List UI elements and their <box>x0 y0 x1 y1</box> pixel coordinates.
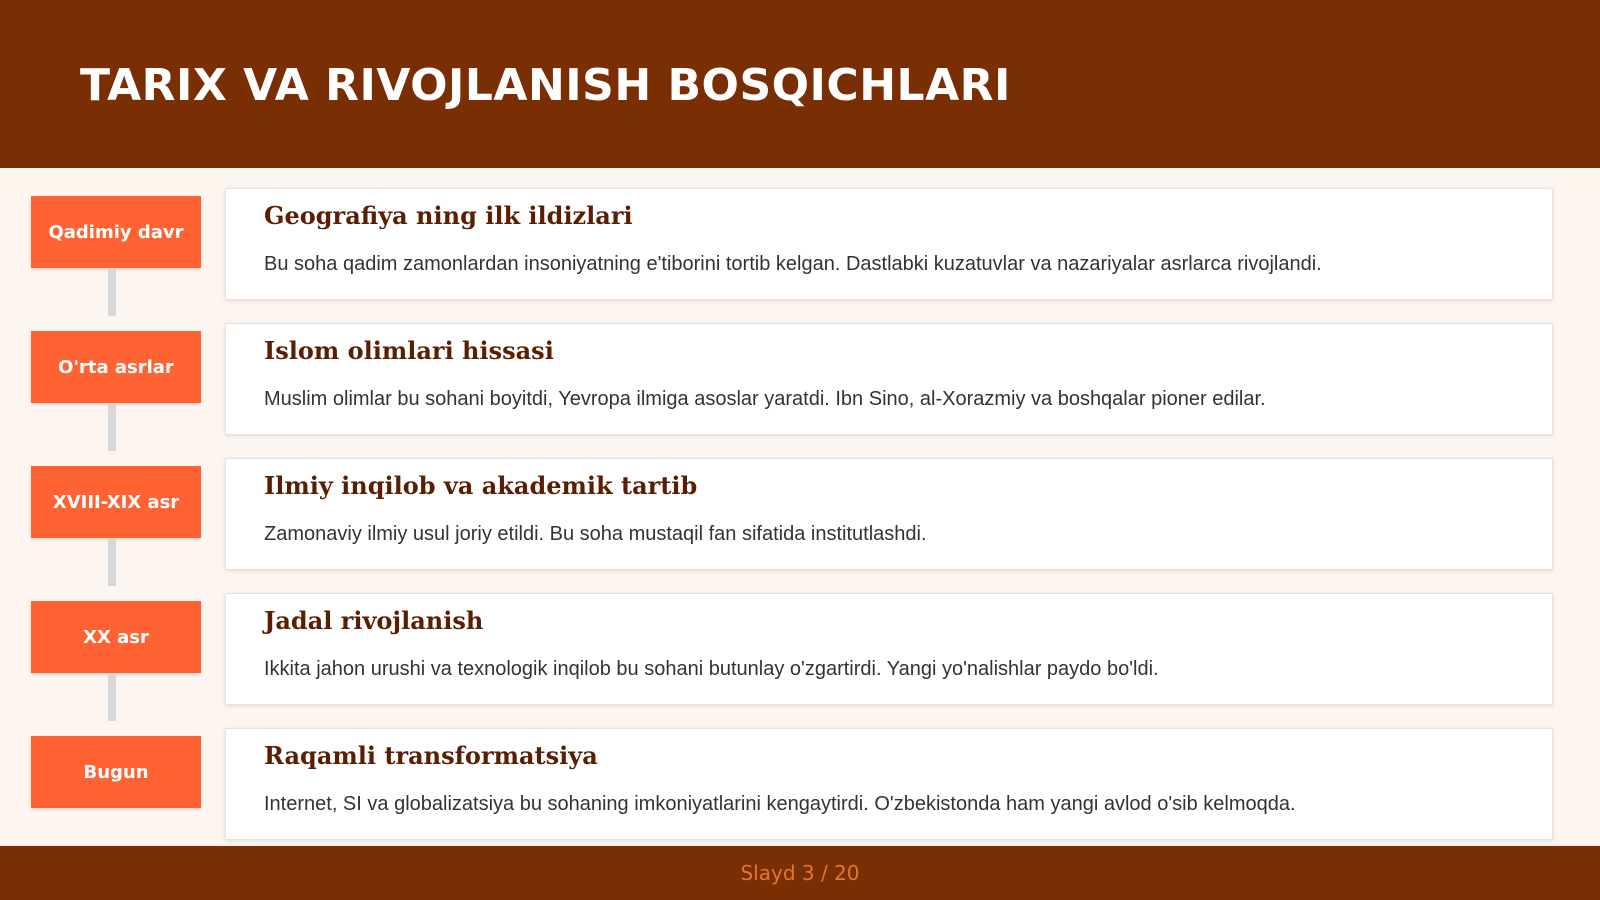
timeline-row <box>0 168 1600 283</box>
card-text: Muslim olimlar bu sohani boyitdi, Yevropa ilmiga asoslar yaratdi. Ibn Sino, al-Xorazmiy va boshqalar pioner edilar. <box>264 388 1266 410</box>
card-text: Zamonaviy ilmiy usul joriy etildi. Bu soha mustaqil fan sifatida institutlashdi. <box>264 523 927 545</box>
card-text: Ikkita jahon urushi va texnologik inqilob bu sohani butunlay o'zgartirdi. Yangi yo'nalishlar paydo bo'ldi. <box>264 658 1159 680</box>
card-title: Geografiya ning ilk ildizlari <box>264 201 633 230</box>
timeline-row <box>0 438 1600 553</box>
timeline-card <box>225 728 1553 840</box>
card-title: Ilmiy inqilob va akademik tartib <box>264 471 698 500</box>
card-title: Jadal rivojlanish <box>264 606 484 635</box>
timeline-card <box>225 593 1553 705</box>
timeline-row <box>0 708 1600 823</box>
period-badge: XVIII-XIX asr <box>31 466 201 538</box>
card-text: Bu soha qadim zamonlardan insoniyatning e'tiborini tortib kelgan. Dastlabki kuzatuvlar va nazariyalar asrlarca rivojlandi. <box>264 253 1322 275</box>
slide-header <box>0 0 1600 168</box>
timeline-row <box>0 303 1600 418</box>
card-text: Internet, SI va globalizatsiya bu sohaning imkoniyatlarini kengaytirdi. O'zbekistonda ham yangi avlod o'sib kelmoqda. <box>264 793 1296 815</box>
timeline-card <box>225 458 1553 570</box>
card-title: Raqamli transformatsiya <box>264 741 598 770</box>
slide-counter: Slayd 3 / 20 <box>740 861 860 885</box>
timeline-row <box>0 573 1600 688</box>
period-badge: Bugun <box>31 736 201 808</box>
period-badge: XX asr <box>31 601 201 673</box>
period-badge: O'rta asrlar <box>31 331 201 403</box>
timeline <box>0 168 1600 846</box>
slide-title: TARIX VA RIVOJLANISH BOSQICHLARI <box>80 60 1011 111</box>
slide-footer <box>0 846 1600 900</box>
card-title: Islom olimlari hissasi <box>264 336 554 365</box>
period-badge: Qadimiy davr <box>31 196 201 268</box>
timeline-card <box>225 188 1553 300</box>
timeline-card <box>225 323 1553 435</box>
